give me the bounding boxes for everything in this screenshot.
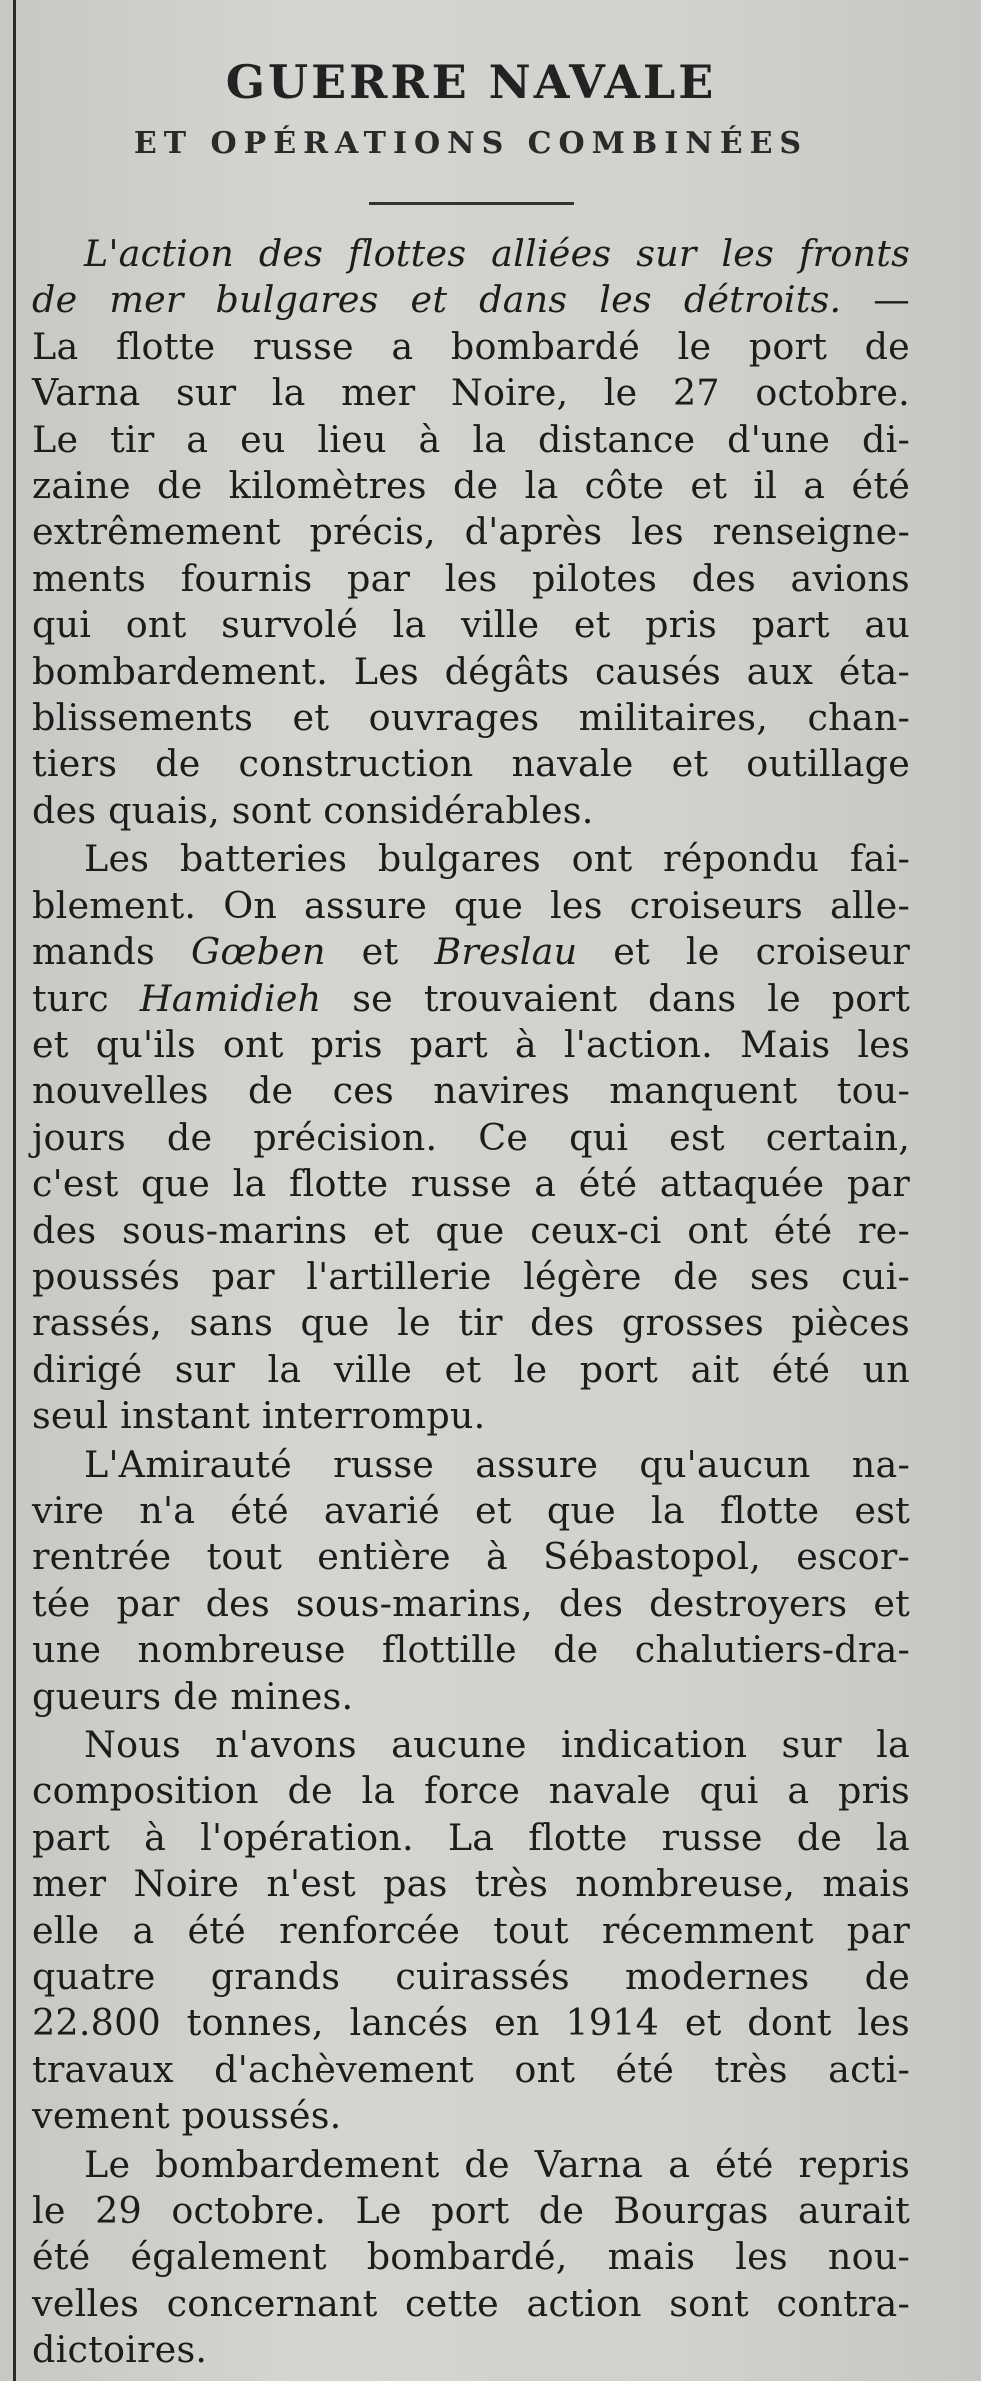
text-line: le 29 octobre. Le port de Bourgas aurait — [32, 2189, 910, 2233]
text-line: part à l'opération. La flotte russe de la — [32, 1815, 910, 1859]
article-paragraph — [32, 1442, 910, 1720]
text-line: Le bombardement de Varna a été repris — [84, 2142, 910, 2186]
text-line: vire n'a été avarié et que la flotte est — [32, 1488, 910, 1532]
title-divider — [369, 202, 574, 205]
text-line: nouvelles de ces navires manquent tou- — [32, 1069, 910, 1113]
text-line: des sous-marins et que ceux-ci ont été re- — [32, 1208, 910, 1252]
article-column — [32, 40, 910, 2374]
text-line: elle a été renforcée tout récemment par — [32, 1908, 910, 1952]
text-line: Varna sur la mer Noire, le 27 octobre. — [32, 371, 910, 415]
text-line: blissements et ouvrages militaires, chan- — [32, 696, 910, 740]
text-line: tiers de construction navale et outillage — [32, 742, 910, 786]
text-line: vement poussés. — [32, 2094, 342, 2138]
text-line: zaine de kilomètres de la côte et il a été — [32, 464, 910, 508]
text-line: bombardement. Les dégâts causés aux éta- — [32, 649, 910, 693]
text-line: 22.800 tonnes, lancés en 1914 et dont les — [32, 2001, 910, 2045]
text-line: de mer bulgares et dans les détroits. — — [32, 278, 910, 322]
text-line: quatre grands cuirassés modernes de — [32, 1955, 910, 1999]
text-line: Le tir a eu lieu à la distance d'une di- — [32, 417, 910, 461]
text-line: dictoires. — [32, 2328, 208, 2372]
column-rule — [13, 0, 16, 2381]
text-line: extrêmement précis, d'après les renseigne- — [32, 510, 910, 554]
text-line: des quais, sont considérables. — [32, 788, 594, 832]
text-line: travaux d'achèvement ont été très acti- — [32, 2047, 910, 2091]
text-line: et qu'ils ont pris part à l'action. Mais les — [32, 1022, 910, 1066]
text-line: dirigé sur la ville et le port ait été un — [32, 1347, 910, 1391]
text-line: qui ont survolé la ville et pris part au — [32, 603, 910, 647]
text-line: velles concernant cette action sont contra- — [32, 2281, 910, 2325]
article-paragraph — [32, 231, 910, 834]
article-title: GUERRE NAVALE — [225, 55, 717, 109]
text-line: L'Amirauté russe assure qu'aucun na- — [84, 1442, 910, 1486]
article-subtitle: ET OPÉRATIONS COMBINÉES — [133, 126, 809, 161]
text-line: tée par des sous-marins, des destroyers et — [32, 1581, 910, 1625]
article-body — [32, 231, 910, 2374]
text-line: blement. On assure que les croiseurs alle- — [32, 883, 910, 927]
article-paragraph — [32, 1722, 910, 2140]
text-line: seul instant interrompu. — [32, 1394, 486, 1438]
text-line: jours de précision. Ce qui est certain, — [32, 1115, 910, 1159]
text-line: Nous n'avons aucune indication sur la — [84, 1723, 910, 1766]
text-line: rentrée tout entière à Sébastopol, escor- — [32, 1535, 910, 1579]
text-line: une nombreuse flottille de chalutiers-dra- — [32, 1628, 910, 1672]
text-line: gueurs de mines. — [32, 1674, 354, 1718]
article-paragraph — [32, 2142, 910, 2374]
text-line: rassés, sans que le tir des grosses pièces — [32, 1301, 910, 1345]
text-line: poussés par l'artillerie légère de ses cui- — [32, 1254, 910, 1298]
text-line: mands Gœben et Breslau et le croiseur — [32, 930, 911, 974]
text-line: composition de la force navale qui a pris — [32, 1769, 910, 1813]
text-line: mer Noire n'est pas très nombreuse, mais — [32, 1862, 910, 1906]
article-paragraph — [32, 836, 910, 1439]
text-line: ments fournis par les pilotes des avions — [32, 556, 910, 600]
text-line: La flotte russe a bombardé le port de — [32, 324, 910, 368]
text-line: été également bombardé, mais les nou- — [32, 2235, 910, 2279]
text-line: Les batteries bulgares ont répondu fai- — [84, 837, 910, 881]
text-line: L'action des flottes alliées sur les fronts — [84, 232, 910, 275]
text-line: turc Hamidieh se trouvaient dans le port — [32, 976, 910, 1020]
text-line: c'est que la flotte russe a été attaquée par — [32, 1162, 910, 1206]
